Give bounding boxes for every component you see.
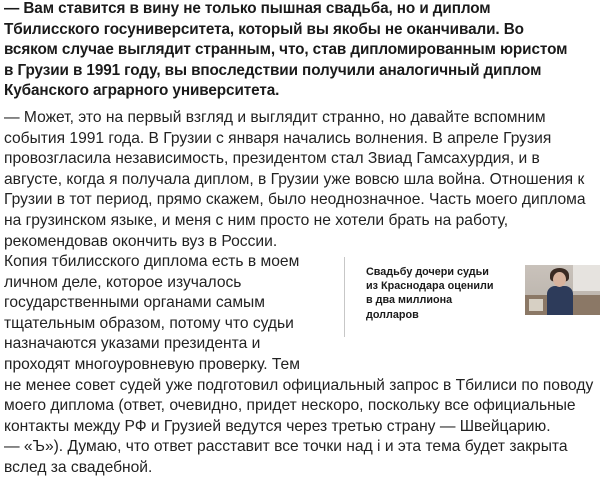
related-title-line: в два миллиона xyxy=(366,294,453,307)
interview-answer xyxy=(4,108,596,252)
paragraph-line: вслед за свадебной. xyxy=(4,458,153,476)
paragraph-line: государственными органами самым xyxy=(4,294,265,312)
question-line: — Вам ставится в вину не только пышная свадьба, но и диплом xyxy=(4,0,491,17)
answer-line: — Может, это на первый взгляд и выглядит странно, но давайте вспомним xyxy=(4,109,546,126)
paragraph-line: назначаются указами президента и xyxy=(4,335,261,353)
question-line: в Грузии в 1991 году, вы впоследствии получили аналогичный диплом xyxy=(4,61,542,79)
paragraph-line: моего диплома (ответ, очевидно, придет нескоро, поскольку все официальные xyxy=(4,397,576,415)
related-article-thumbnail[interactable] xyxy=(525,265,600,315)
related-article-card[interactable] xyxy=(344,257,600,337)
question-line: Тбилисского госуниверситета, который вы якобы не оканчивали. Во xyxy=(4,20,524,38)
thumbnail-person-body xyxy=(547,286,573,315)
question-line: Кубанского аграрного университета. xyxy=(4,82,280,100)
answer-line: августе, когда я получала диплом, в Грузии уже вовсю шла война. Отношения к xyxy=(4,170,585,188)
answer-line: на грузинском языке, и меня с ним просто не хотели брать на работу, xyxy=(4,211,509,229)
related-title-line: долларов xyxy=(366,308,419,321)
related-title-line: Свадьбу дочери судьи xyxy=(366,266,489,278)
paragraph-line: проходят многоуровневую проверку. Тем xyxy=(4,355,300,373)
related-article-link[interactable] xyxy=(366,265,511,322)
paragraph-line: Копия тбилисского диплома есть в моем xyxy=(4,253,300,270)
answer-line: рекомендовав окончить вуз в России. xyxy=(4,232,278,250)
thumbnail-person-face xyxy=(553,272,566,287)
answer-line: провозгласила независимость, президентом стал Звиад Гамсахурдия, и в xyxy=(4,150,540,168)
paragraph-line: контакты между РФ и Грузией ведутся через третью страну — Швейцарию. xyxy=(4,417,551,435)
paragraph-line: личном деле, которое изучалось xyxy=(4,273,242,291)
answer-line: события 1991 года. В Грузии с января начались волнения. В апреле Грузия xyxy=(4,129,552,147)
question-line: всяком случае выглядит странным, что, став дипломированным юристом xyxy=(4,41,568,59)
interview-question xyxy=(4,0,594,102)
thumbnail-window xyxy=(573,265,600,291)
paragraph-line: тщательным образом, потому что судьи xyxy=(4,314,294,332)
related-title-line: из Краснодара оценили xyxy=(366,280,494,293)
answer-line: Грузии в тот период, прямо скажем, было неоднозначное. Часть моего диплома xyxy=(4,191,586,209)
paragraph-line: — «Ъ»). Думаю, что ответ расставит все точки над i и эта тема будет закрыта xyxy=(4,438,568,456)
thumbnail-object xyxy=(529,299,543,311)
paragraph-line: не менее совет судей уже подготовил официальный запрос в Тбилиси по поводу xyxy=(4,376,594,394)
